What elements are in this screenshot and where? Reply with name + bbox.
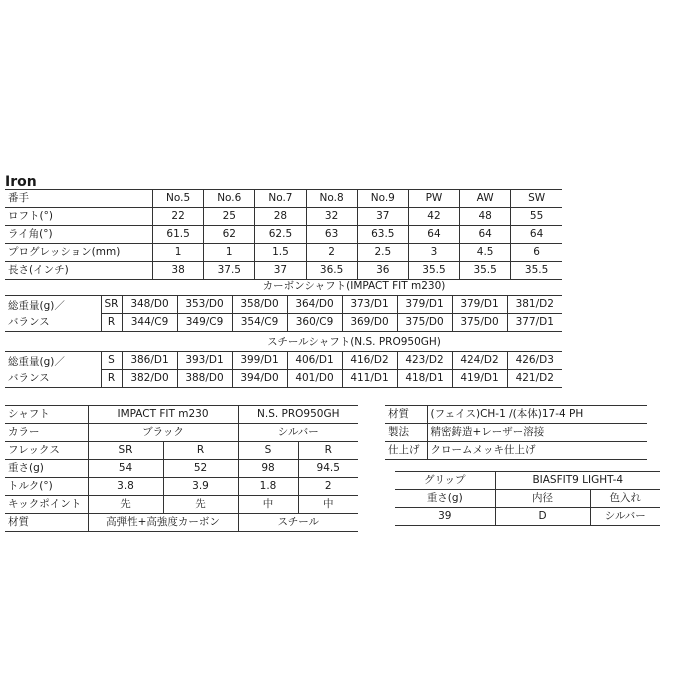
- table-row: [385, 424, 647, 442]
- carbon-caption: カーボンシャフト(IMPACT FIT m230): [262, 280, 446, 292]
- cell: 364/D0: [287, 296, 342, 314]
- row-label: 材質: [385, 406, 427, 424]
- cell: R: [163, 442, 238, 460]
- row-label: カラー: [5, 424, 88, 442]
- col-header: AW: [460, 190, 511, 208]
- cell: 381/D2: [507, 296, 562, 314]
- table-row: [5, 208, 562, 226]
- cell: 418/D1: [397, 370, 452, 388]
- row-label: 製法: [385, 424, 427, 442]
- cell: 64: [460, 226, 511, 244]
- grip-name: BIASFIT9 LIGHT-4: [495, 472, 660, 490]
- cell: 25: [204, 208, 255, 226]
- cell: 379/D1: [397, 296, 452, 314]
- cell: 419/D1: [452, 370, 507, 388]
- cell: 1: [204, 244, 255, 262]
- table-row: [5, 406, 358, 424]
- cell: 中: [238, 496, 298, 514]
- cell: 344/C9: [122, 314, 177, 332]
- cell: 421/D2: [507, 370, 562, 388]
- table-row: [395, 472, 660, 490]
- cell: 3.9: [163, 478, 238, 496]
- col-header: No.9: [357, 190, 408, 208]
- cell: 373/D1: [342, 296, 397, 314]
- cell: 42: [408, 208, 459, 226]
- cell: ブラック: [88, 424, 238, 442]
- flex-label: SR: [101, 296, 122, 314]
- cell: 94.5: [298, 460, 358, 478]
- table-row: [5, 244, 562, 262]
- cell: 394/D0: [232, 370, 287, 388]
- cell: 388/D0: [177, 370, 232, 388]
- cell: 360/C9: [287, 314, 342, 332]
- col-header: No.7: [255, 190, 306, 208]
- grip-table: [395, 471, 660, 526]
- col-header: 色入れ: [590, 490, 660, 508]
- cell: 先: [163, 496, 238, 514]
- cell: 349/C9: [177, 314, 232, 332]
- shaft-name: N.S. PRO950GH: [238, 406, 358, 424]
- table-row: [385, 406, 647, 424]
- table-row: [5, 442, 358, 460]
- cell: 62: [204, 226, 255, 244]
- col-header: No.6: [204, 190, 255, 208]
- cell: 63.5: [357, 226, 408, 244]
- cell: 386/D1: [122, 352, 177, 370]
- cell: R: [298, 442, 358, 460]
- cell: 64: [511, 226, 562, 244]
- col-header: No.5: [153, 190, 204, 208]
- table-row: [5, 424, 358, 442]
- cell: 4.5: [460, 244, 511, 262]
- cell: 369/D0: [342, 314, 397, 332]
- cell: 1: [153, 244, 204, 262]
- cell: 54: [88, 460, 163, 478]
- col-header: 重さ(g): [395, 490, 495, 508]
- cell: 424/D2: [452, 352, 507, 370]
- cell: 358/D0: [232, 296, 287, 314]
- col-header: SW: [511, 190, 562, 208]
- flex-label: R: [101, 370, 122, 388]
- row-label: ロフト(°): [5, 208, 153, 226]
- cell: 406/D1: [287, 352, 342, 370]
- cell: 416/D2: [342, 352, 397, 370]
- cell: 1.8: [238, 478, 298, 496]
- cell: 353/D0: [177, 296, 232, 314]
- row-label: 材質: [5, 514, 88, 532]
- cell: 6: [511, 244, 562, 262]
- row-label: 重さ(g): [5, 460, 88, 478]
- table-row: [5, 352, 562, 370]
- weight-balance-label: [5, 296, 101, 332]
- cell: 375/D0: [397, 314, 452, 332]
- label-line: バランス: [8, 371, 50, 384]
- cell: 中: [298, 496, 358, 514]
- cell: 399/D1: [232, 352, 287, 370]
- table-row: [385, 442, 647, 460]
- cell: 98: [238, 460, 298, 478]
- table-row: [5, 478, 358, 496]
- cell: D: [495, 508, 590, 526]
- cell: スチール: [238, 514, 358, 532]
- cell: 401/D0: [287, 370, 342, 388]
- cell: S: [238, 442, 298, 460]
- table-row: [5, 262, 562, 280]
- col-header: 内径: [495, 490, 590, 508]
- cell: 379/D1: [452, 296, 507, 314]
- row-label: トルク(°): [5, 478, 88, 496]
- label-line: 総重量(g)／: [8, 355, 65, 368]
- cell: 354/C9: [232, 314, 287, 332]
- cell: 39: [395, 508, 495, 526]
- cell: 32: [306, 208, 357, 226]
- col-header: PW: [408, 190, 459, 208]
- cell: 48: [460, 208, 511, 226]
- cell: 426/D3: [507, 352, 562, 370]
- row-label: グリップ: [395, 472, 495, 490]
- flex-label: R: [101, 314, 122, 332]
- table-row: [5, 514, 358, 532]
- page-title: Iron: [5, 174, 37, 190]
- cell: クロームメッキ仕上げ: [427, 442, 647, 460]
- cell: 3.8: [88, 478, 163, 496]
- cell: 2: [298, 478, 358, 496]
- cell: 35.5: [511, 262, 562, 280]
- table-row: [5, 460, 358, 478]
- cell: 423/D2: [397, 352, 452, 370]
- cell: 28: [255, 208, 306, 226]
- carbon-weight-table: [5, 295, 562, 332]
- cell: 411/D1: [342, 370, 397, 388]
- steel-weight-table: [5, 351, 562, 388]
- steel-caption: スチールシャフト(N.S. PRO950GH): [267, 336, 441, 348]
- col-header: No.8: [306, 190, 357, 208]
- row-label: 仕上げ: [385, 442, 427, 460]
- cell: 3: [408, 244, 459, 262]
- cell: 36: [357, 262, 408, 280]
- cell: 375/D0: [452, 314, 507, 332]
- table-row: [5, 226, 562, 244]
- cell: 61.5: [153, 226, 204, 244]
- row-label: フレックス: [5, 442, 88, 460]
- cell: 2: [306, 244, 357, 262]
- cell: (フェイス)CH-1 /(本体)17-4 PH: [427, 406, 647, 424]
- cell: 63: [306, 226, 357, 244]
- row-label: シャフト: [5, 406, 88, 424]
- row-label: 長さ(インチ): [5, 262, 153, 280]
- label-line: バランス: [8, 315, 50, 328]
- cell: 62.5: [255, 226, 306, 244]
- cell: 35.5: [460, 262, 511, 280]
- row-label: プログレッション(mm): [5, 244, 153, 262]
- cell: 先: [88, 496, 163, 514]
- head-material-table: [385, 405, 647, 460]
- row-label: キックポイント: [5, 496, 88, 514]
- cell: 64: [408, 226, 459, 244]
- cell: 377/D1: [507, 314, 562, 332]
- table-row: [5, 190, 562, 208]
- row-label: 番手: [5, 190, 153, 208]
- cell: 393/D1: [177, 352, 232, 370]
- cell: 37: [255, 262, 306, 280]
- cell: シルバー: [238, 424, 358, 442]
- cell: 348/D0: [122, 296, 177, 314]
- cell: SR: [88, 442, 163, 460]
- cell: 精密鋳造+レーザー溶接: [427, 424, 647, 442]
- flex-label: S: [101, 352, 122, 370]
- cell: シルバー: [590, 508, 660, 526]
- cell: 22: [153, 208, 204, 226]
- cell: 1.5: [255, 244, 306, 262]
- cell: 52: [163, 460, 238, 478]
- cell: 382/D0: [122, 370, 177, 388]
- weight-balance-label: [5, 352, 101, 388]
- cell: 37.5: [204, 262, 255, 280]
- cell: 35.5: [408, 262, 459, 280]
- table-row: [395, 490, 660, 508]
- spec-table: [5, 189, 562, 280]
- cell: 37: [357, 208, 408, 226]
- shaft-name: IMPACT FIT m230: [88, 406, 238, 424]
- table-row: [5, 496, 358, 514]
- cell: 38: [153, 262, 204, 280]
- table-row: [5, 296, 562, 314]
- cell: 36.5: [306, 262, 357, 280]
- cell: 2.5: [357, 244, 408, 262]
- row-label: ライ角(°): [5, 226, 153, 244]
- cell: 高弾性+高強度カーボン: [88, 514, 238, 532]
- cell: 55: [511, 208, 562, 226]
- shaft-table: [5, 405, 358, 532]
- label-line: 総重量(g)／: [8, 299, 65, 312]
- table-row: [395, 508, 660, 526]
